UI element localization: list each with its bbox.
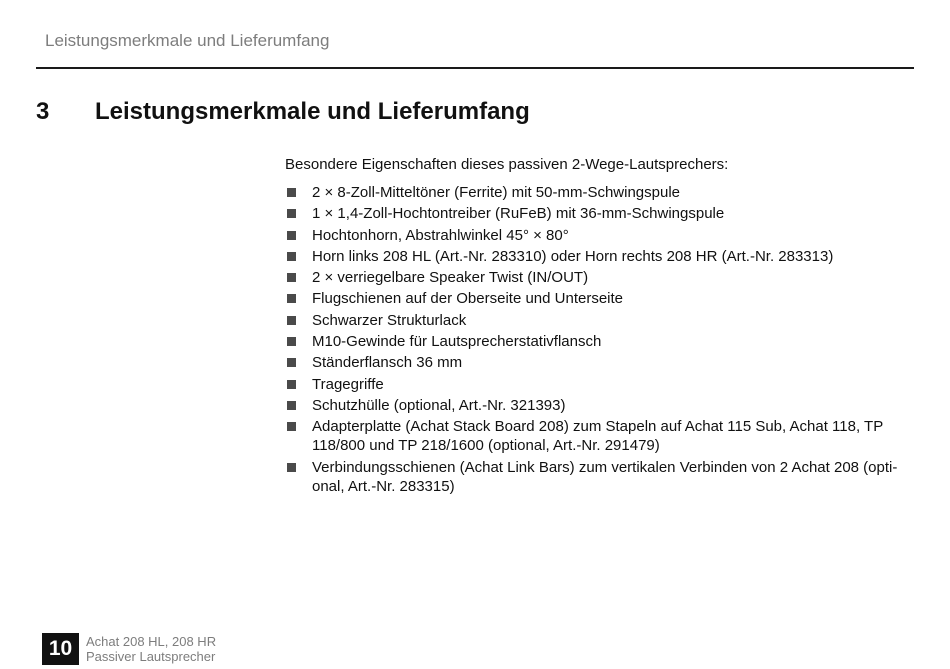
list-item-text: Verbindungsschienen (Achat Link Bars) zum vertikalen Verbinden von 2 Achat 208 (opti-onal, Art.-Nr. 283315) [312, 458, 898, 495]
list-item [285, 332, 905, 351]
list-item-text: Schwarzer Strukturlack [312, 311, 467, 329]
footer-product-info [86, 634, 216, 664]
square-bullet-icon [287, 252, 296, 261]
square-bullet-icon [287, 188, 296, 197]
header-divider [36, 67, 914, 69]
list-item [285, 375, 905, 394]
list-item-text: Tragegriffe [312, 375, 384, 393]
list-item [285, 396, 905, 415]
main-content [285, 155, 905, 498]
footer-product-line: Achat 208 HL, 208 HR [86, 634, 217, 649]
square-bullet-icon [287, 463, 296, 472]
square-bullet-icon [287, 337, 296, 346]
square-bullet-icon [287, 316, 296, 325]
square-bullet-icon [287, 401, 296, 410]
list-item [285, 353, 905, 372]
list-item [285, 268, 905, 287]
intro-text: Besondere Eigenschaften dieses passiven 2-Wege-Lautsprechers: [285, 156, 729, 173]
list-item-text: Adapterplatte (Achat Stack Board 208) zum Stapeln auf Achat 115 Sub, Achat 118, TP 118/800 und TP 218/1600 (optional, Art.-Nr. 291479) [312, 418, 883, 455]
list-item-text: Ständerflansch 36 mm [312, 354, 463, 372]
square-bullet-icon [287, 380, 296, 389]
list-item-text: Flugschienen auf der Oberseite und Unterseite [312, 290, 624, 308]
list-item-text: 2 × verriegelbare Speaker Twist (IN/OUT) [312, 269, 589, 287]
chapter-title: Leistungsmerkmale und Lieferumfang [95, 98, 530, 125]
footer-product-type: Passiver Lautsprecher [86, 649, 216, 664]
list-item [285, 183, 905, 202]
list-item-text: Schutzhülle (optional, Art.-Nr. 321393) [312, 396, 566, 414]
list-item-text: Hochtonhorn, Abstrahlwinkel 45° × 80° [312, 226, 569, 244]
chapter-number: 3 [36, 98, 50, 125]
list-item [285, 311, 905, 330]
list-item [285, 289, 905, 308]
list-item [285, 204, 905, 223]
square-bullet-icon [287, 422, 296, 431]
list-item-text: Horn links 208 HL (Art.-Nr. 283310) oder Horn rechts 208 HR (Art.-Nr. 283313) [312, 247, 834, 265]
feature-list [285, 183, 905, 496]
square-bullet-icon [287, 294, 296, 303]
square-bullet-icon [287, 231, 296, 240]
list-item [285, 458, 905, 496]
list-item-text: M10-Gewinde für Lautsprecherstativflansch [312, 333, 602, 351]
list-item [285, 226, 905, 245]
list-item-text: 2 × 8-Zoll-Mitteltöner (Ferrite) mit 50-mm-Schwingspule [312, 184, 681, 201]
square-bullet-icon [287, 358, 296, 367]
square-bullet-icon [287, 209, 296, 218]
list-item-text: 1 × 1,4-Zoll-Hochtontreiber (RuFeB) mit 36-mm-Schwingspule [312, 205, 725, 223]
square-bullet-icon [287, 273, 296, 282]
page-number: 10 [42, 633, 79, 665]
list-item [285, 417, 905, 455]
list-item [285, 247, 905, 266]
running-header: Leistungsmerkmale und Lieferumfang [45, 31, 330, 50]
